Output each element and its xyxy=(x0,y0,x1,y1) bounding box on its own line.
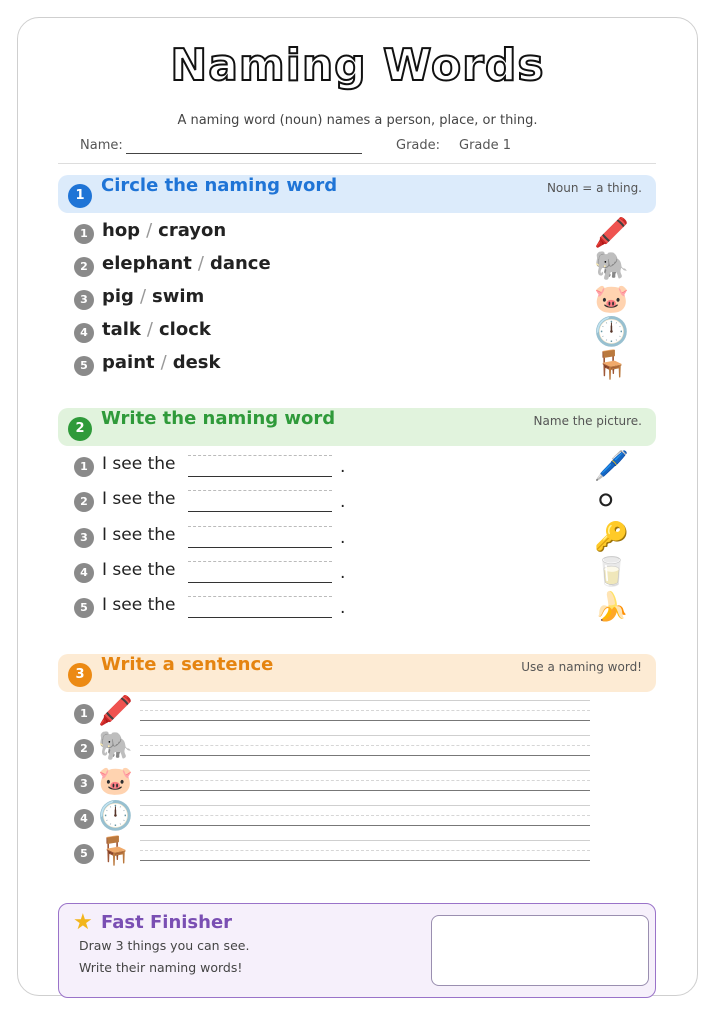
chair-icon: 🪑 xyxy=(98,834,133,867)
fast-finisher-line-2: Write their naming words! xyxy=(79,960,243,975)
circle-item xyxy=(74,317,644,349)
write-item xyxy=(74,522,644,554)
grade-value: Grade 1 xyxy=(459,138,512,153)
banana-icon: 🍌 xyxy=(594,590,629,623)
word-option-a[interactable]: talk xyxy=(102,319,141,340)
write-item xyxy=(74,592,644,624)
name-label: Name: xyxy=(80,138,123,153)
item-number: 4 xyxy=(74,563,94,583)
writing-line-base[interactable] xyxy=(140,825,590,826)
sentence-prompt: I see the xyxy=(102,489,176,509)
slash-separator: / xyxy=(146,319,153,340)
writing-line-base[interactable] xyxy=(140,860,590,861)
sentence-item xyxy=(74,764,594,802)
section-3-title: Write a sentence xyxy=(101,654,274,675)
header-divider xyxy=(58,163,656,164)
section-2-hint: Name the picture. xyxy=(533,414,642,428)
writing-line-mid xyxy=(140,710,590,711)
pig-icon: 🐷 xyxy=(98,764,133,797)
sentence-prompt: I see the xyxy=(102,595,176,615)
writing-line-mid xyxy=(140,745,590,746)
word-option-b[interactable]: clock xyxy=(158,319,211,340)
item-number: 2 xyxy=(74,257,94,277)
answer-line[interactable] xyxy=(188,511,332,512)
ball-icon: ⚪ xyxy=(594,484,618,517)
answer-line[interactable] xyxy=(188,617,332,618)
guide-line xyxy=(188,455,332,456)
section-2-title: Write the naming word xyxy=(101,408,336,429)
item-number: 3 xyxy=(74,290,94,310)
writing-line-mid xyxy=(140,780,590,781)
writing-line-top xyxy=(140,805,590,806)
guide-line xyxy=(188,561,332,562)
writing-line-top xyxy=(140,700,590,701)
item-number: 3 xyxy=(74,528,94,548)
writing-line-mid xyxy=(140,815,590,816)
word-option-b[interactable]: swim xyxy=(152,286,205,307)
slash-separator: / xyxy=(160,352,167,373)
sentence-period: . xyxy=(340,563,346,583)
item-number: 2 xyxy=(74,739,94,759)
star-icon: ★ xyxy=(73,910,93,935)
sentence-item xyxy=(74,799,594,837)
drawing-box[interactable] xyxy=(431,915,649,986)
item-number: 5 xyxy=(74,844,94,864)
answer-line[interactable] xyxy=(188,582,332,583)
section-1-title: Circle the naming word xyxy=(101,175,338,196)
section-3-number: 3 xyxy=(68,663,92,687)
sentence-prompt: I see the xyxy=(102,454,176,474)
section-2-banner xyxy=(58,408,656,446)
elephant-icon: 🐘 xyxy=(98,729,133,762)
item-number: 1 xyxy=(74,457,94,477)
guide-line xyxy=(188,526,332,527)
write-item xyxy=(74,451,644,483)
slash-separator: / xyxy=(146,220,153,241)
section-2-number: 2 xyxy=(68,417,92,441)
fast-finisher-title: Fast Finisher xyxy=(101,912,233,933)
item-number: 3 xyxy=(74,774,94,794)
sentence-item xyxy=(74,729,594,767)
sentence-item xyxy=(74,834,594,872)
word-option-a[interactable]: pig xyxy=(102,286,134,307)
guide-line xyxy=(188,490,332,491)
writing-line-base[interactable] xyxy=(140,755,590,756)
writing-line-base[interactable] xyxy=(140,790,590,791)
writing-line-mid xyxy=(140,850,590,851)
circle-item xyxy=(74,284,644,316)
page-subtitle: A naming word (noun) names a person, place, or thing. xyxy=(177,113,538,128)
word-option-b[interactable]: crayon xyxy=(158,220,227,241)
section-3-hint: Use a naming word! xyxy=(521,660,642,674)
slash-separator: / xyxy=(139,286,147,307)
crayon-icon: 🖍️ xyxy=(594,216,629,249)
sentence-period: . xyxy=(340,457,346,477)
fast-finisher-line-1: Draw 3 things you can see. xyxy=(79,938,250,953)
writing-line-top xyxy=(140,770,590,771)
sentence-period: . xyxy=(340,492,346,512)
section-1-banner xyxy=(58,175,656,213)
word-option-b[interactable]: desk xyxy=(172,352,221,373)
item-number: 5 xyxy=(74,356,94,376)
answer-line[interactable] xyxy=(188,476,332,477)
pen-icon: 🖊️ xyxy=(594,449,629,482)
grade-label: Grade: xyxy=(396,138,441,153)
name-field[interactable] xyxy=(126,153,362,154)
word-choices xyxy=(102,286,204,307)
write-item xyxy=(74,486,644,518)
sentence-item xyxy=(74,694,594,732)
sentence-period: . xyxy=(340,528,346,548)
crayon-icon: 🖍️ xyxy=(98,694,133,727)
word-choices xyxy=(102,319,211,340)
write-item xyxy=(74,557,644,589)
elephant-icon: 🐘 xyxy=(594,249,629,282)
key-icon: 🔑 xyxy=(594,520,629,553)
item-number: 4 xyxy=(74,323,94,343)
word-choices xyxy=(102,220,226,241)
clock-icon: 🕛 xyxy=(594,315,629,348)
word-option-a[interactable]: hop xyxy=(102,220,141,241)
word-choices xyxy=(102,253,271,274)
sentence-prompt: I see the xyxy=(102,525,176,545)
clock-icon: 🕛 xyxy=(98,799,133,832)
word-option-a[interactable]: elephant xyxy=(102,253,192,274)
answer-line[interactable] xyxy=(188,547,332,548)
page-title: Naming Words xyxy=(170,40,545,91)
circle-item xyxy=(74,350,644,382)
word-choices xyxy=(102,352,220,373)
writing-line-base[interactable] xyxy=(140,720,590,721)
pig-icon: 🐷 xyxy=(594,282,629,315)
section-3-banner xyxy=(58,654,656,692)
item-number: 2 xyxy=(74,492,94,512)
word-option-a[interactable]: paint xyxy=(102,352,155,373)
writing-line-top xyxy=(140,735,590,736)
circle-item xyxy=(74,218,644,250)
section-1-hint: Noun = a thing. xyxy=(546,181,642,195)
item-number: 1 xyxy=(74,704,94,724)
word-option-b[interactable]: dance xyxy=(209,253,271,274)
sentence-prompt: I see the xyxy=(102,560,176,580)
fast-finisher-box xyxy=(58,903,656,998)
slash-separator: / xyxy=(197,253,204,274)
item-number: 4 xyxy=(74,809,94,829)
chair-icon: 🪑 xyxy=(594,348,629,381)
section-1-number: 1 xyxy=(68,184,92,208)
glass-icon: 🥛 xyxy=(594,555,629,588)
guide-line xyxy=(188,596,332,597)
sentence-period: . xyxy=(340,598,346,618)
item-number: 5 xyxy=(74,598,94,618)
writing-line-top xyxy=(140,840,590,841)
circle-item xyxy=(74,251,644,283)
item-number: 1 xyxy=(74,224,94,244)
